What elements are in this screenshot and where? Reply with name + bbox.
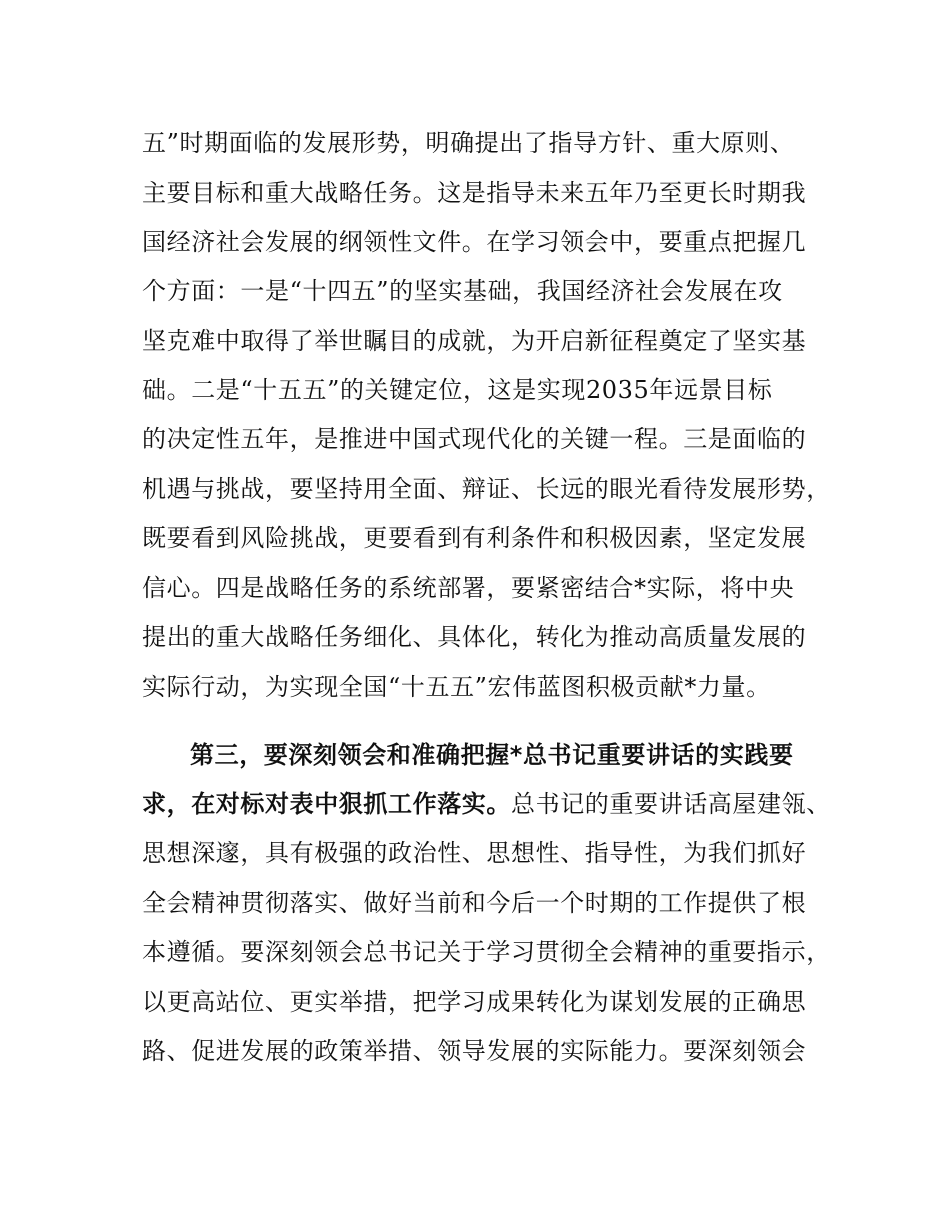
body-line: 础。二是“十五五”的关键定位，这是实现2035年远景目标: [142, 376, 773, 404]
body-line: 本遵循。要深刻领会总书记关于学习贯彻全会精神的重要指示，: [142, 938, 831, 966]
body-line: 实际行动，为实现全国“十五五”宏伟蓝图积极贡献*力量。: [142, 673, 771, 701]
body-line: 五”时期面临的发展形势，明确提出了指导方针、重大原则、: [142, 129, 795, 157]
body-line: 机遇与挑战，要坚持用全面、辩证、长远的眼光看待发展形势，: [142, 475, 831, 503]
body-text: 总书记的重要讲话高屋建瓴、: [511, 790, 831, 818]
body-line: 提出的重大战略任务细化、具体化，转化为推动高质量发展的: [142, 623, 807, 651]
body-line: 以更高站位、更实举措，把学习成果转化为谋划发展的正确思: [142, 988, 807, 1016]
section-heading-cont: 求，在对标对表中狠抓工作落实。: [142, 790, 511, 818]
body-line: 思想深邃，具有极强的政治性、思想性、指导性，为我们抓好: [142, 839, 807, 867]
body-line: [142, 789, 831, 819]
section-heading: 第三，要深刻领会和准确把握*总书记重要讲话的实践要: [190, 741, 794, 769]
body-line: 的决定性五年，是推进中国式现代化的关键一程。三是面临的: [142, 425, 807, 453]
body-line: 个方面：一是“十四五”的坚实基础，我国经济社会发展在攻: [142, 277, 783, 305]
body-line: 信心。四是战略任务的系统部署，要紧密结合*实际，将中央: [142, 574, 795, 602]
body-line: 全会精神贯彻落实、做好当前和今后一个时期的工作提供了根: [142, 889, 807, 917]
body-line: 路、促进发展的政策举措、领导发展的实际能力。要深刻领会: [142, 1037, 807, 1065]
body-line: 国经济社会发展的纲领性文件。在学习领会中，要重点把握几: [142, 228, 807, 256]
body-line: 坚克难中取得了举世瞩目的成就，为开启新征程奠定了坚实基: [142, 327, 807, 355]
body-line: 主要目标和重大战略任务。这是指导未来五年乃至更长时期我: [142, 179, 807, 207]
body-line: 既要看到风险挑战，更要看到有利条件和积极因素，坚定发展: [142, 524, 807, 552]
